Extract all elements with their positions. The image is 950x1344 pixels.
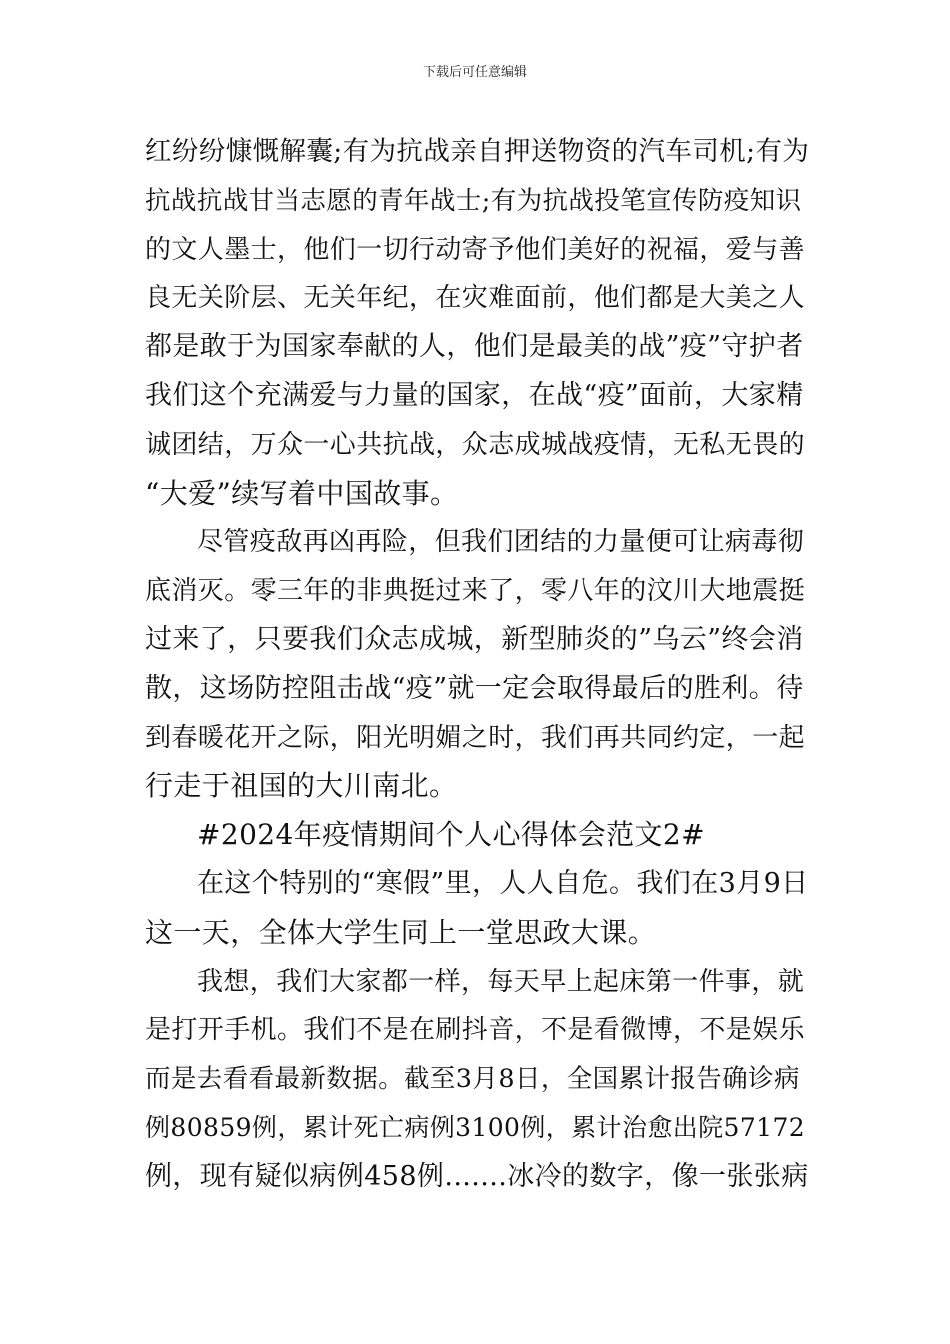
text-line: #2024年疫情期间个人心得体会范文2# bbox=[197, 818, 705, 852]
text-line: “大爱”续写着中国故事。 bbox=[145, 476, 459, 510]
text-line: 例80859例，累计死亡病例3100例，累计治愈出院57172 bbox=[145, 1112, 806, 1142]
text-line: 的文人墨士，他们一切行动寄予他们美好的祝福，爱与善 bbox=[145, 234, 806, 265]
page-header: 下载后可任意编辑 bbox=[422, 65, 527, 80]
text-line: 底消灭。零三年的非典挺过来了，零八年的汶川大地震挺 bbox=[145, 576, 806, 607]
text-line: 到春暖花开之际，阳光明媚之时，我们再共同约定，一起 bbox=[145, 722, 806, 753]
text-line: 在这个特别的“寒假”里，人人自危。我们在3月9日 bbox=[197, 867, 809, 899]
document-body bbox=[145, 128, 810, 1202]
text-line: 都是敢于为国家奉献的人，他们是最美的战”疫”守护者 bbox=[145, 331, 804, 363]
text-line: 例，现有疑似病例458例.......冰冷的数字，像一张张病 bbox=[145, 1160, 809, 1192]
text-line: 抗战抗战甘当志愿的青年战士;有为抗战投笔宣传防疫知识 bbox=[145, 185, 802, 216]
text-line: 我们这个充满爱与力量的国家，在战“疫”面前，大家精 bbox=[145, 379, 804, 411]
text-line: 是打开手机。我们不是在刷抖音，不是看微博，不是娱乐 bbox=[145, 1015, 806, 1046]
text-line: 这一天，全体大学生同上一堂思政大课。 bbox=[145, 915, 657, 949]
text-line: 而是去看看最新数据。截至3月8日，全国累计报告确诊病 bbox=[145, 1064, 800, 1095]
text-line: 红纷纷慷慨解囊;有为抗战亲自押送物资的汽车司机;有为 bbox=[145, 136, 810, 167]
text-line: 行走于祖国的大川南北。 bbox=[145, 769, 458, 803]
text-line: 过来了，只要我们众志成城，新型肺炎的”乌云”终会消 bbox=[145, 623, 804, 655]
text-line: 散，这场防控阻击战“疫”就一定会取得最后的胜利。待 bbox=[145, 672, 804, 704]
text-line: 诚团结，万众一心共抗战，众志成城战疫情，无私无畏的 bbox=[145, 429, 806, 460]
text-line: 良无关阶层、无关年纪，在灾难面前，他们都是大美之人 bbox=[145, 283, 806, 314]
text-line: 尽管疫敌再凶再险，但我们团结的力量便可让病毒彻 bbox=[197, 527, 805, 558]
text-line: 我想，我们大家都一样，每天早上起床第一件事，就 bbox=[197, 966, 805, 997]
